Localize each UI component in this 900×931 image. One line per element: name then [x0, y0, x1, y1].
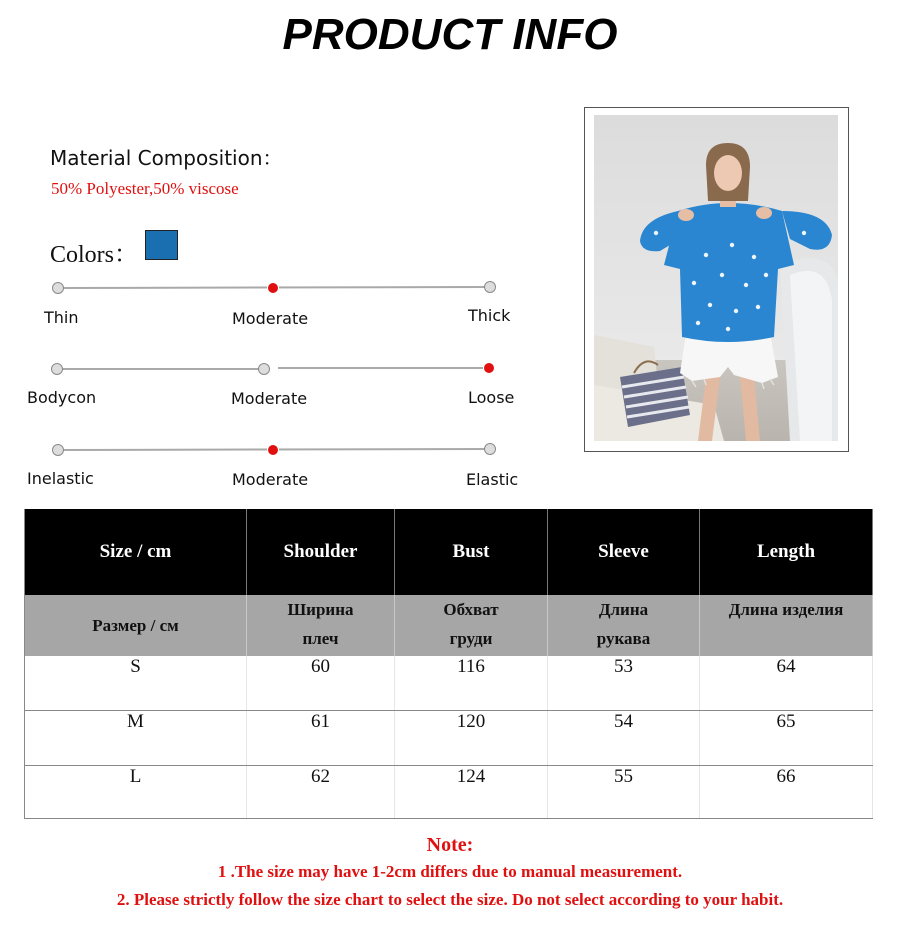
table-row [25, 766, 873, 819]
header-ru-size: Размер / см [25, 595, 247, 656]
scale-dot[interactable] [268, 445, 279, 456]
fit-scale-track [0, 358, 560, 378]
thickness-scale [0, 278, 560, 338]
header-size: Size / cm [25, 509, 247, 595]
header-ru-sleeve: Длина рукава [548, 595, 700, 656]
cell-length: 65 [700, 711, 873, 766]
scale-label-loose: Loose [468, 388, 515, 407]
cell-shoulder: 62 [247, 766, 395, 819]
scale-dot[interactable] [52, 364, 63, 375]
cell-size: M [25, 711, 247, 766]
scale-dot[interactable] [268, 283, 279, 294]
material-label: Material Composition： [50, 146, 283, 170]
scale-label-inelastic: Inelastic [27, 469, 94, 488]
cell-length: 66 [700, 766, 873, 819]
table-header-ru [25, 595, 873, 656]
cell-sleeve: 53 [548, 656, 700, 711]
thickness-scale-track [0, 278, 560, 298]
cell-size: L [25, 766, 247, 819]
scale-label-thick: Thick [468, 306, 511, 325]
scale-dot[interactable] [485, 282, 496, 293]
cell-shoulder: 60 [247, 656, 395, 711]
scale-label-bodycon: Bodycon [27, 388, 97, 407]
cell-size: S [25, 656, 247, 711]
scale-label-moderate: Moderate [231, 389, 308, 408]
cell-bust: 120 [395, 711, 548, 766]
size-table [24, 509, 873, 819]
header-ru-length: Длина изделия [700, 595, 873, 656]
scale-label-moderate: Moderate [232, 309, 309, 328]
scale-dot[interactable] [53, 445, 64, 456]
page-title: PRODUCT INFO [282, 10, 618, 59]
header-length: Length [700, 509, 873, 595]
colors-label: Colors： [50, 242, 139, 268]
note-title: Note: [426, 834, 474, 856]
cell-bust: 124 [395, 766, 548, 819]
scale-label-thin: Thin [44, 308, 79, 327]
elasticity-scale-track [0, 440, 560, 460]
header-ru-bust: Обхват груди [395, 595, 548, 656]
cell-shoulder: 61 [247, 711, 395, 766]
fit-scale [0, 358, 560, 418]
scale-dot[interactable] [484, 363, 495, 374]
cell-sleeve: 55 [548, 766, 700, 819]
table-row [25, 711, 873, 766]
header-bust: Bust [395, 509, 548, 595]
table-header-en [25, 509, 873, 595]
model-photo-icon [594, 115, 838, 441]
scale-label-elastic: Elastic [466, 470, 519, 489]
header-ru-shoulder: Ширина плеч [247, 595, 395, 656]
header-shoulder: Shoulder [247, 509, 395, 595]
note-line-2: 2. Please strictly follow the size chart to select the size. Do not select according to your habit. [116, 890, 784, 909]
header-sleeve: Sleeve [548, 509, 700, 595]
cell-length: 64 [700, 656, 873, 711]
scale-dot[interactable] [53, 283, 64, 294]
product-photo-frame [584, 107, 849, 452]
scale-label-moderate: Moderate [232, 470, 309, 489]
material-value: 50% Polyester,50% viscose [51, 179, 239, 198]
scale-dot[interactable] [259, 364, 270, 375]
note-line-1: 1 .The size may have 1-2cm differs due to manual measurement. [217, 862, 683, 881]
elasticity-scale [0, 440, 560, 500]
cell-sleeve: 54 [548, 711, 700, 766]
cell-bust: 116 [395, 656, 548, 711]
table-row [25, 656, 873, 711]
color-swatch[interactable] [145, 230, 178, 260]
scale-dot[interactable] [485, 444, 496, 455]
